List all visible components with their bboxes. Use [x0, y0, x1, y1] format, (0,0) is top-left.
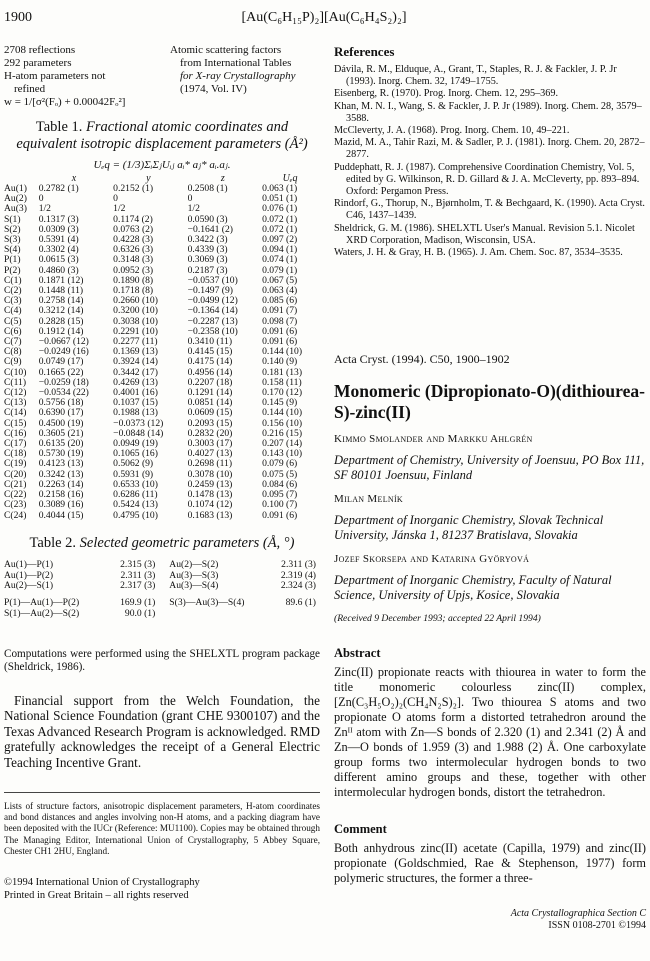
table-cell: 0.4860 (3) [38, 264, 79, 276]
table-cell: 0.067 (5) [262, 274, 298, 286]
atom-label: C(18) [4, 448, 27, 460]
table-row [4, 500, 320, 510]
table-cell: −0.2358 (10) [187, 325, 238, 337]
table-cell: 0.2093 (15) [187, 417, 233, 429]
table-cell: 0.1665 (22) [38, 366, 84, 378]
atom-label: C(22) [4, 489, 27, 501]
comment-text: Both anhydrous zinc(II) acetate (Capilla, 1979) and zinc(II) propionate (Goldschmied, Rae & Stephenson, 1977) form polymeric structures, the former a three- [334, 841, 646, 886]
table-cell: 0.1065 (16) [113, 448, 158, 460]
table-cell: 0.084 (6) [262, 478, 298, 490]
received-dates: (Received 9 December 1993; accepted 22 April 1994) [334, 613, 541, 625]
atom-label: C(23) [4, 499, 27, 511]
table-cell: 0.140 (9) [262, 356, 298, 368]
right-column [334, 44, 646, 932]
column-header: x [71, 173, 77, 184]
table-cell: 0.3200 (10) [113, 305, 158, 317]
table-cell: 0.1718 (8) [113, 285, 154, 297]
table-cell: 0.2782 (1) [38, 183, 79, 194]
affiliation-3: Department of Inorganic Chemistry, Faculty of Natural Science, University of Upjs, Kosice, Slovakia [334, 573, 612, 603]
table-cell: 1/2 [38, 203, 51, 215]
table-cell: 0.0615 (3) [38, 254, 79, 266]
table-cell: 0.1890 (8) [113, 274, 154, 286]
atom-label: C(4) [4, 305, 22, 317]
reference-item: Rindorf, G., Thorup, N., Bjørnholm, T. & Bechgaard, K. (1990). Acta Cryst. C46, 1437–1439. [334, 198, 645, 222]
table-cell: 0.063 (1) [262, 183, 298, 194]
table-cell: 0.2158 (16) [38, 489, 84, 501]
table-cell: 0.1369 (13) [113, 346, 158, 358]
acknowledgement: Financial support from the Welch Foundation, the National Science Foundation (grant CHE 9300107) and the Texas Advanced Research Program is acknowledged. RMD gratefully acknowledges the receipt of a General Electric Teaching Incentive Grant. [4, 692, 320, 770]
table-cell: 0.3089 (16) [38, 499, 84, 511]
atom-label: C(1) [4, 274, 22, 286]
atom-label: C(14) [4, 407, 27, 419]
table-cell: 0.170 (12) [262, 387, 303, 399]
table-cell: 0.3605 (21) [38, 427, 84, 439]
table-cell: 0.2263 (14) [38, 478, 84, 490]
table-cell: 0.2187 (3) [187, 264, 228, 276]
refinement-line: from International Tables [180, 57, 292, 69]
abstract-text: Zinc(II) propionate reacts with thiourea in water to form the title monomeric colourless zinc(II) complex, [Zn(C₃H₅O₂)₂(CH₄N₂S)₂]. Two thiourea S atoms and two propionate O atoms form a distorted tetrahedron around the Znᴵᴵ atom with Zn—S bonds of 2.320 (1) and 2.341 (2) Å and Zn—O bonds of 1.959 (3) and 1.988 (2) Å. One carboxylate group forms two intermolecular hydrogen bonds to two different amino groups and these, together with other intermolecular hydrogen bonds, distort the tetrahedron. [334, 665, 646, 800]
comment-heading: Comment [334, 822, 387, 837]
table-cell: 0.0949 (19) [113, 438, 158, 450]
table-cell: 0.1317 (3) [38, 213, 79, 225]
table-cell: 0.2758 (14) [38, 295, 84, 307]
table-cell: 0.4027 (13) [187, 448, 233, 460]
atom-label: Au(2) [4, 193, 27, 205]
refinement-line: Atomic scattering factors [170, 44, 282, 56]
atom-label: C(3) [4, 295, 22, 307]
table-cell: −0.2287 (13) [187, 315, 238, 327]
atom-label: C(21) [4, 478, 27, 490]
table-cell: 0.072 (1) [262, 213, 298, 225]
refinement-left [4, 44, 154, 109]
table-cell: 0.0590 (3) [187, 213, 228, 225]
table-cell: 90.0 (1) [124, 607, 156, 619]
table-cell: 2.311 (3) [120, 569, 156, 581]
table-cell: −0.0534 (22) [38, 387, 89, 399]
atom-label: C(13) [4, 397, 27, 409]
table-cell: 0.3442 (17) [113, 366, 158, 378]
table-cell: 2.319 (4) [280, 569, 316, 581]
table-cell: 2.324 (3) [280, 580, 316, 592]
table-cell: 0.3038 (10) [113, 315, 158, 327]
table-cell: 0.074 (1) [262, 254, 298, 266]
table-cell: 0.1074 (12) [187, 499, 233, 511]
table-cell: 0.097 (2) [262, 234, 298, 246]
table-cell: 0.144 (10) [262, 346, 303, 358]
table-cell: Au(3)—S(4) [169, 580, 219, 592]
table-cell: 0.4795 (10) [113, 509, 158, 521]
page-number: 1900 [4, 10, 32, 25]
table-cell: 0.2152 (1) [113, 183, 154, 194]
table-cell: 0.207 (14) [262, 438, 303, 450]
table-cell: 0.085 (6) [262, 295, 298, 307]
table-cell: 0.2698 (11) [187, 458, 233, 470]
table-cell: 0.3924 (14) [113, 356, 158, 368]
table-cell: 0.0763 (2) [113, 223, 154, 235]
table-cell: 0.2660 (10) [113, 295, 158, 307]
atom-label: P(2) [4, 264, 21, 276]
reference-item: McCleverty, J. A. (1968). Prog. Inorg. Chem. 10, 49–221. [334, 125, 570, 137]
table-cell: 0.4123 (13) [38, 458, 84, 470]
table-cell: 0.072 (1) [262, 223, 298, 235]
table-cell: 0.2277 (11) [113, 336, 158, 348]
atom-label: C(17) [4, 438, 27, 450]
refinement-details [4, 44, 320, 109]
table-cell: −0.1497 (9) [187, 285, 233, 297]
table-cell: Au(1)—P(1) [4, 558, 54, 570]
table-cell: 0.051 (1) [262, 193, 298, 205]
journal-reference: Acta Cryst. (1994). C50, 1900–1902 [334, 352, 510, 367]
table-cell: 0.075 (5) [262, 468, 298, 480]
table-cell: 0.094 (1) [262, 244, 298, 256]
table-cell: 0.4956 (14) [187, 366, 233, 378]
table-cell: 0.5756 (18) [38, 397, 84, 409]
left-column [4, 44, 320, 902]
table-row [4, 592, 316, 609]
table-cell: 0.5424 (13) [113, 499, 158, 511]
table-cell: 0.079 (6) [262, 458, 298, 470]
reference-item: Eisenberg, R. (1970). Prog. Inorg. Chem. 12, 295–369. [334, 88, 559, 100]
atom-label: S(1) [4, 213, 21, 225]
table-cell: 0.1037 (15) [113, 397, 158, 409]
table-cell: 0.3212 (14) [38, 305, 84, 317]
table-cell: −0.1641 (2) [187, 223, 233, 235]
atom-label: Au(1) [4, 183, 27, 194]
table-cell: 0.156 (10) [262, 417, 303, 429]
table-cell: 0.3069 (3) [187, 254, 228, 266]
table-cell: Au(2)—S(2) [169, 558, 219, 570]
table-cell: 0.0851 (14) [187, 397, 233, 409]
table-cell [269, 609, 316, 620]
table-cell: 0.091 (7) [262, 305, 298, 317]
table-cell: 2.317 (3) [120, 580, 156, 592]
table-cell: 0.3003 (17) [187, 438, 233, 450]
table-cell: 0.4339 (3) [187, 244, 228, 256]
atom-label: C(7) [4, 336, 22, 348]
table-cell: S(3)—Au(3)—S(4) [169, 597, 245, 609]
refinement-right [170, 44, 320, 109]
table-cell: 0.3242 (13) [38, 468, 84, 480]
table-cell: 0.2832 (20) [187, 427, 233, 439]
table-cell: 0 [113, 193, 118, 205]
refinement-line: (1974, Vol. IV) [180, 83, 247, 95]
table-cell: 0.091 (6) [262, 509, 298, 521]
atom-label: C(12) [4, 387, 27, 399]
table-cell: −0.0537 (10) [187, 274, 238, 286]
column-header: z [220, 173, 225, 184]
table-cell: 0.0749 (17) [38, 356, 84, 368]
table-cell: P(1)—Au(1)—P(2) [4, 597, 80, 609]
table-cell: 0.6533 (10) [113, 478, 158, 490]
refinement-line: w = 1/[σ²(Fₒ) + 0.00042Fₒ²] [4, 96, 126, 108]
table-cell: 89.6 (1) [285, 597, 316, 609]
reference-item: Dávila, R. M., Elduque, A., Grant, T., Staples, R. J. & Fackler, J. P. Jr (1993). Inorg. Chem. 32, 1749–1755. [334, 64, 617, 88]
table-cell [169, 609, 269, 620]
journal-footer: Acta Crystallographica Section C ISSN 0108-2701 ©1994 [510, 908, 646, 932]
abstract-heading: Abstract [334, 646, 381, 661]
table-cell: 0.6326 (3) [113, 244, 154, 256]
table-cell: 0.063 (4) [262, 285, 298, 297]
table-cell: −0.0667 (12) [38, 336, 89, 348]
running-head-formula: [Au(C₆H₁₅P)₂][Au(C₆H₄S₂)₂] [241, 10, 407, 25]
table-cell: 0.1683 (13) [187, 509, 233, 521]
atom-label: C(6) [4, 325, 22, 337]
refinement-line: for X-ray Crystallography [180, 70, 296, 82]
affiliation-1: Department of Chemistry, University of Joensuu, PO Box 111, SF 80101 Joensuu, Finland [334, 453, 645, 483]
table-cell: 0.0952 (3) [113, 264, 154, 276]
table-cell: 0.5062 (9) [113, 458, 154, 470]
table-cell: 0.2291 (10) [113, 325, 158, 337]
atom-label: C(5) [4, 315, 22, 327]
article-title: Monomeric (Dipropionato-O)(dithiourea-S)-zinc(II) [334, 381, 645, 423]
computations-note: Computations were performed using the SHELXTL program package (Sheldrick, 1986). [4, 647, 320, 674]
atom-label: Au(3) [4, 203, 27, 215]
ueq-formula: Uₑq = (1/3)ΣᵢΣⱼUᵢⱼ aᵢ* aⱼ* aᵢ.aⱼ. [93, 159, 231, 171]
table-cell: 0.2508 (1) [187, 183, 228, 194]
refinement-line: H-atom parameters not [4, 70, 106, 82]
table-cell: 0.4175 (14) [187, 356, 233, 368]
table-cell: 0.5931 (9) [113, 468, 154, 480]
atom-label: C(9) [4, 356, 22, 368]
affiliation-2: Department of Inorganic Chemistry, Slovak Technical University, Jánska 1, 81237 Bratislava, Slovakia [334, 513, 604, 543]
refinement-line: refined [14, 83, 46, 95]
table-cell: 0.145 (9) [262, 397, 298, 409]
refinement-line: 2708 reflections [4, 44, 76, 56]
table-cell: 0.3302 (4) [38, 244, 79, 256]
atom-label: C(8) [4, 346, 22, 358]
page-header [4, 10, 644, 32]
copyright-footer: ©1994 International Union of Crystallography Printed in Great Britain – all rights reserved [4, 877, 200, 901]
table-cell: 0.4228 (3) [113, 234, 154, 246]
table-cell: −0.0249 (16) [38, 346, 89, 358]
table-row [4, 581, 316, 592]
table-cell: 0.3422 (3) [187, 234, 228, 246]
table-cell: 0.6286 (11) [113, 489, 158, 501]
table-cell: 1/2 [187, 203, 200, 215]
table-cell: 0.1871 (12) [38, 274, 84, 286]
table-cell: −0.1364 (14) [187, 305, 238, 317]
table-cell: 0.4044 (15) [38, 509, 84, 521]
atom-label: C(20) [4, 468, 27, 480]
reference-item: Waters, J. H. & Gray, H. B. (1965). J. Am. Chem. Soc. 87, 3534–3535. [334, 247, 623, 259]
atom-label: S(2) [4, 223, 21, 235]
table-cell: 0.4500 (19) [38, 417, 84, 429]
table-cell: 0.6135 (20) [38, 438, 84, 450]
table-cell: 0 [38, 193, 44, 205]
table-cell: 0.3148 (3) [113, 254, 154, 266]
table-cell: 0.079 (1) [262, 264, 298, 276]
table-cell: 0.1174 (2) [113, 213, 153, 225]
table-cell: 0.4269 (13) [113, 376, 158, 388]
table-cell: 0.181 (13) [262, 366, 303, 378]
table-cell: 0.095 (7) [262, 489, 298, 501]
deposition-note: Lists of structure factors, anisotropic displacement parameters, H-atom coordinates and bond distances and angles involving non-H atoms, and a packing diagram have been deposited with the IUCr (Reference: MU1100). Copies may be obtained through The Managing Editor, International Union of Crystallography, 5 Abbey Square, Chester CH1 2HU, England. [4, 792, 320, 857]
table-cell: 0.1988 (13) [113, 407, 158, 419]
table-cell: Au(1)—P(2) [4, 569, 54, 581]
table-cell: 0.4145 (15) [187, 346, 233, 358]
geometric-parameters-table [4, 560, 316, 620]
table1-caption: Table 1. Fractional atomic coordinates and equivalent isotropic displacement parameters (Å²) [16, 119, 308, 152]
table-cell: 0.091 (6) [262, 336, 298, 348]
atom-label: S(3) [4, 234, 21, 246]
table-cell: 0.098 (7) [262, 315, 298, 327]
authors-group-2: Milan Melník [334, 493, 404, 506]
atom-label: C(11) [4, 376, 27, 388]
table-cell: 1/2 [113, 203, 126, 215]
table-cell: 0.6390 (17) [38, 407, 84, 419]
table-cell: −0.0499 (12) [187, 295, 238, 307]
table-cell: −0.0848 (14) [113, 427, 164, 439]
table-cell: 0.3078 (10) [187, 468, 233, 480]
table-cell: 0.2207 (18) [187, 376, 233, 388]
reference-item: Khan, M. N. I., Wang, S. & Fackler, J. P. Jr (1989). Inorg. Chem. 28, 3579–3588. [334, 100, 642, 124]
atom-label: C(2) [4, 285, 22, 297]
table-cell: 0.144 (10) [262, 407, 303, 419]
table-cell: 2.315 (3) [120, 558, 156, 570]
table-cell: 0.1291 (14) [187, 387, 233, 399]
references-heading: References [334, 44, 395, 59]
table-cell: 0.2459 (13) [187, 478, 233, 490]
refinement-line: 292 parameters [4, 57, 72, 69]
table-cell: 0.076 (1) [262, 203, 298, 215]
table-cell: 169.9 (1) [120, 597, 156, 609]
table-cell: 0.0309 (3) [38, 223, 79, 235]
table-cell: Au(3)—S(3) [169, 569, 219, 581]
reference-item: Puddephatt, R. J. (1987). Comprehensive Coordination Chemistry, Vol. 5, edited by G. Wilkinson, R. D. Gillard & J. A. McCleverty, pp. 893–894. Oxford: Pergamon Press. [334, 161, 640, 198]
table-cell: 0 [187, 193, 193, 205]
atom-label: P(1) [4, 254, 21, 266]
reference-item: Sheldrick, G. M. (1986). SHELXTL User's Manual. Revision 5.1. Nicolet XRD Corporation, Madison, Wisconsin, USA. [334, 222, 635, 246]
table-row [4, 560, 316, 571]
table-cell: Au(2)—S(1) [4, 580, 54, 592]
table-cell: 0.216 (15) [262, 427, 303, 439]
table-row [4, 511, 320, 521]
atom-label: C(19) [4, 458, 27, 470]
table-row [4, 609, 316, 620]
table-cell: 0.3410 (11) [187, 336, 233, 348]
table-cell: 0.091 (6) [262, 325, 298, 337]
table-cell: 0.100 (7) [262, 499, 298, 511]
table-cell: −0.0259 (18) [38, 376, 89, 388]
table-cell: 2.311 (3) [281, 558, 316, 570]
atomic-coordinates-table [4, 173, 320, 521]
table-cell: 0.5730 (19) [38, 448, 84, 460]
authors-group-3: Jozef Skorsepa and Katarina Györyová [334, 553, 530, 566]
atom-label: C(16) [4, 427, 27, 439]
table-cell: 0.0609 (15) [187, 407, 233, 419]
reference-item: Mazid, M. A., Tahir Razi, M. & Sadler, P. J. (1981). Inorg. Chem. 20, 2872–2877. [334, 137, 645, 161]
column-header: y [146, 173, 151, 184]
table-cell: 0.4001 (16) [113, 387, 158, 399]
table-cell: 0.1478 (13) [187, 489, 233, 501]
table-cell: 0.1912 (14) [38, 325, 84, 337]
atom-label: C(24) [4, 509, 27, 521]
table-cell: −0.0373 (12) [113, 417, 164, 429]
authors-group-1: Kimmo Smolander and Markku Ahlgrén [334, 433, 533, 446]
table-cell: 0.5391 (4) [38, 234, 79, 246]
table-cell: 0.158 (11) [262, 376, 302, 388]
atom-label: C(15) [4, 417, 27, 429]
table-cell: 0.1448 (11) [38, 285, 84, 297]
atom-label: C(10) [4, 366, 27, 378]
table-cell: 0.2828 (15) [38, 315, 84, 327]
atom-label: S(4) [4, 244, 21, 256]
table-cell: 0.143 (10) [262, 448, 303, 460]
column-header: Uₑq [282, 173, 298, 184]
reference-list [334, 64, 646, 259]
table2-caption: Table 2. Selected geometric parameters (Å, °) [29, 534, 295, 551]
table-cell: S(1)—Au(2)—S(2) [4, 607, 80, 619]
